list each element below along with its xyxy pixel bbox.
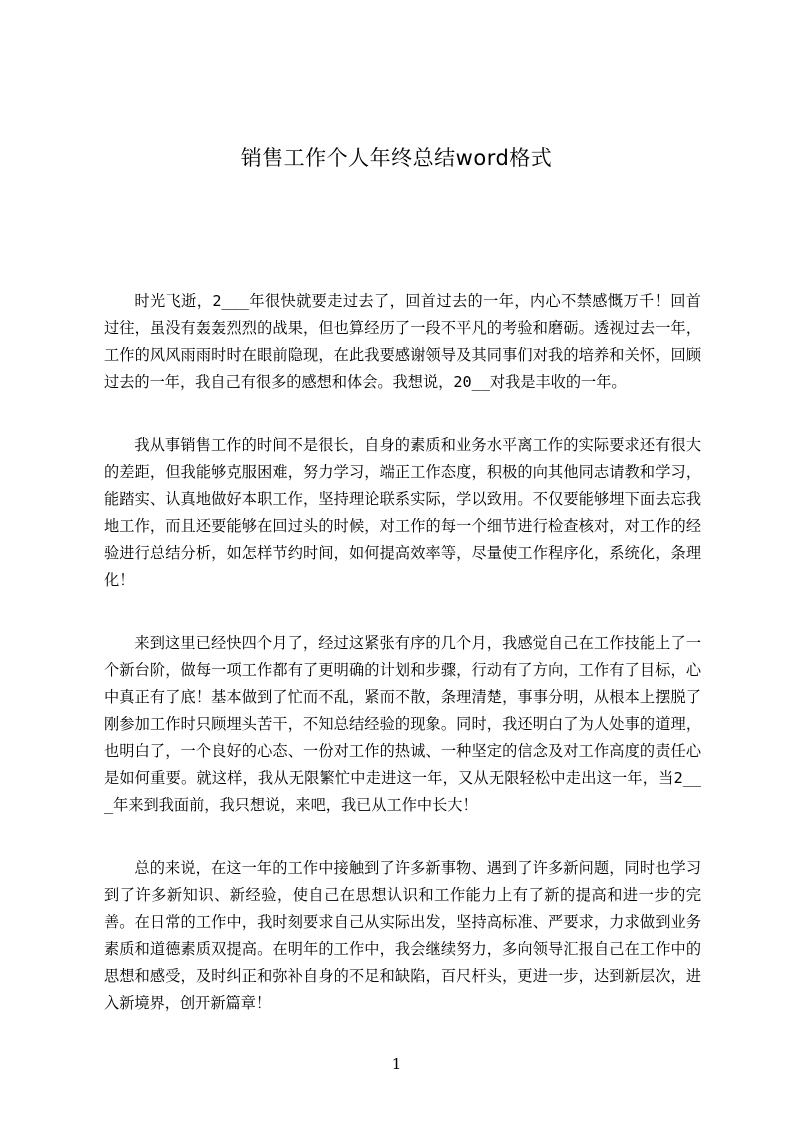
paragraph-3: 来到这里已经快四个月了，经过这紧张有序的几个月，我感觉自己在工作技能上了一个新台阶，做每一项工作都有了更明确的计划和步骤，行动有了方向，工作有了目标，心中真正有了底！基本做到了忙而不乱，紧而不散，条理清楚，事事分明，从根本上摆脱了刚参加工作时只顾埋头苦干，不知总结经验的现象。同时，我还明白了为人处事的道理，也明白了，一个良好的心态、一份对工作的热诚、一种坚定的信念及对工作高度的责任心是如何重要。就这样，我从无限繁忙中走进这一年，又从无限轻松中走出这一年，当2___年来到我面前，我只想说，来吧，我已从工作中长大！ — [104, 634, 701, 814]
page-number: 1 — [391, 1055, 402, 1073]
document-title: 销售工作个人年终总结word格式 — [240, 146, 553, 170]
paragraph-2: 我从事销售工作的时间不是很长，自身的素质和业务水平离工作的实际要求还有很大的差距，但我能够克服困难，努力学习，端正工作态度，积极的向其他同志请教和学习，能踏实、认真地做好本职工作，坚持理论联系实际，学以致用。不仅要能够埋下面去忘我地工作，而且还要能够在回过头的时候，对工作的每一个细节进行检查核对，对工作的经验进行总结分析，如怎样节约时间，如何提高效率等，尽量使工作程序化，系统化，条理化！ — [104, 436, 701, 589]
document-body — [104, 288, 701, 1053]
paragraph-1: 时光飞逝，2___年很快就要走过去了，回首过去的一年，内心不禁感慨万千！回首过往，虽没有轰轰烈烈的战果，但也算经历了一段不平凡的考验和磨砺。透视过去一年，工作的风风雨雨时时在眼前隐现，在此我要感谢领导及其同事们对我的培养和关怀，回顾过去的一年，我自己有很多的感想和体会。我想说，20__对我是丰收的一年。 — [104, 292, 701, 391]
paragraph-4: 总的来说，在这一年的工作中接触到了许多新事物、遇到了许多新问题，同时也学习到了许多新知识、新经验，使自己在思想认识和工作能力上有了新的提高和进一步的完善。在日常的工作中，我时刻要求自己从实际出发，坚持高标准、严要求，力求做到业务素质和道德素质双提高。在明年的工作中，我会继续努力，多向领导汇报自己在工作中的思想和感受，及时纠正和弥补自身的不足和缺陷，百尺杆头，更进一步，达到新层次，进入新境界，创开新篇章！ — [104, 859, 701, 1012]
